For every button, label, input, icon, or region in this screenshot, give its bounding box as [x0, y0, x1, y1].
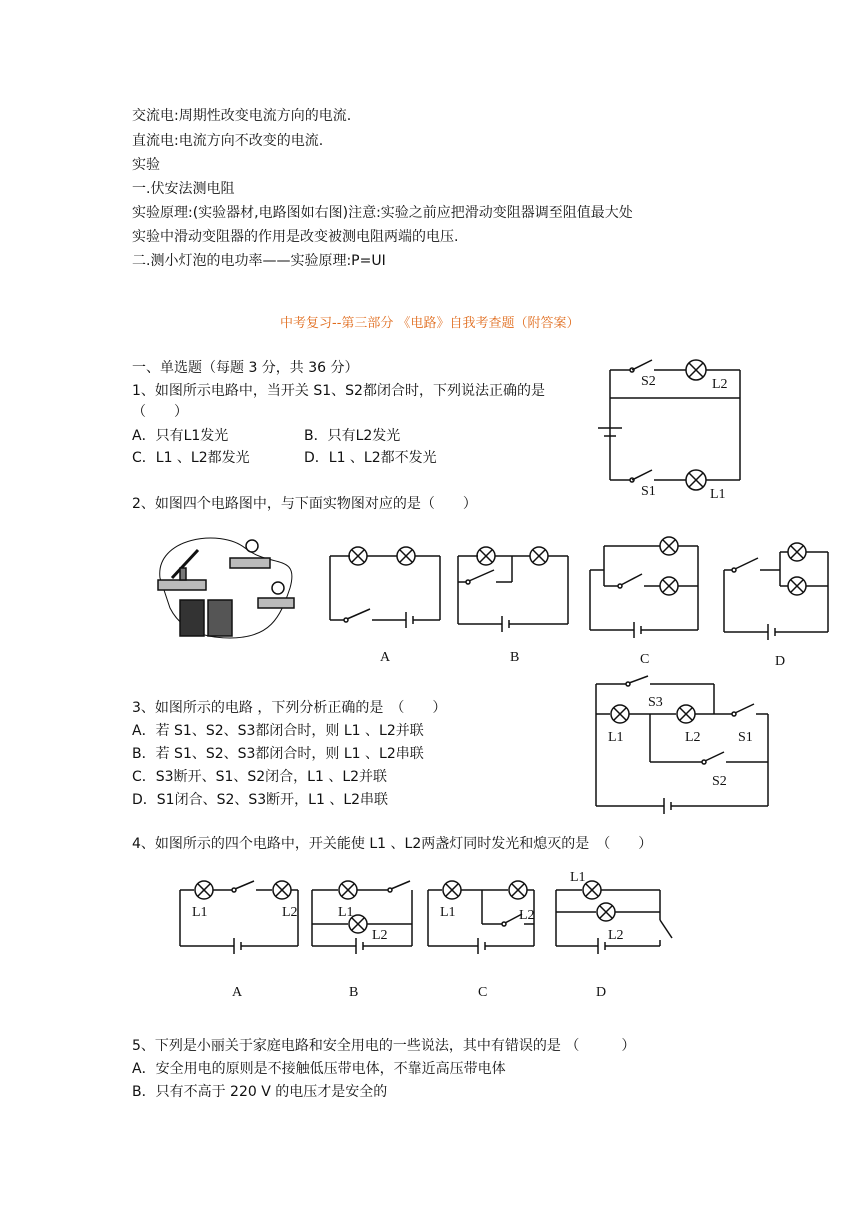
fig4-label-a: A — [232, 985, 243, 1000]
section-title: 一、单选题（每题 3 分，共 36 分） — [132, 360, 359, 376]
fig3-label-s1: S1 — [738, 730, 753, 745]
note-ac: 交流电:周期性改变电流方向的电流. — [132, 108, 352, 124]
q5-stem: 5、下列是小丽关于家庭电路和安全用电的一些说法，其中有错误的是 （ ） — [132, 1038, 636, 1054]
note-principle: 实验原理:(实验器材,电路图如右图)注意:实验之前应把滑动变阻器调至阻值最大处 — [132, 205, 633, 221]
q3-option-d: D．S1闭合、S2、S3断开，L1 、L2串联 — [132, 792, 389, 808]
fig4b-label-l2: L2 — [372, 928, 388, 943]
fig3-label-l2: L2 — [685, 730, 701, 745]
fig2-label-b: B — [510, 650, 520, 665]
fig4d-label-l1: L1 — [570, 870, 586, 885]
exam-title: 中考复习--第三部分 《电路》自我考查题（附答案） — [280, 316, 580, 331]
q5-option-a: A．安全用电的原则是不接触低压带电体，不靠近高压带电体 — [132, 1061, 506, 1077]
q1-bracket: （ ） — [132, 404, 188, 420]
fig1-label-l2: L2 — [712, 377, 728, 392]
q4-stem: 4、如图所示的四个电路中，开关能使 L1 、L2两盏灯同时发光和熄灭的是 （ ） — [132, 836, 653, 852]
q2-stem: 2、如图四个电路图中，与下面实物图对应的是（ ） — [132, 496, 477, 512]
fig4-label-b: B — [349, 985, 359, 1000]
figure-q2-option-d — [724, 534, 844, 644]
note-experiment: 实验 — [132, 157, 160, 173]
note-exp1: 一.伏安法测电阻 — [132, 181, 235, 197]
fig2-label-c: C — [640, 652, 650, 667]
fig4-label-d: D — [596, 985, 607, 1000]
fig3-label-s3: S3 — [648, 695, 663, 710]
figure-q2-physical — [150, 528, 310, 648]
fig4a-label-l2: L2 — [282, 905, 298, 920]
note-rheostat: 实验中滑动变阻器的作用是改变被测电阻两端的电压. — [132, 229, 459, 245]
q1-option-c: C．L1 、L2都发光 — [132, 450, 250, 466]
figure-q2-option-a — [330, 540, 450, 640]
q1-option-a: A．只有L1发光 — [132, 428, 229, 444]
q3-option-c: C．S3断开、S1、S2闭合，L1 、L2并联 — [132, 769, 388, 785]
fig1-label-l1: L1 — [710, 487, 726, 502]
fig1-label-s2: S2 — [641, 374, 656, 389]
fig4b-label-l1: L1 — [338, 905, 354, 920]
fig4-label-c: C — [478, 985, 488, 1000]
note-exp2: 二.测小灯泡的电功率——实验原理:P=UI — [132, 253, 386, 269]
q1-stem: 1、如图所示电路中，当开关 S1、S2都闭合时，下列说法正确的是 — [132, 383, 545, 399]
figure-q1-circuit — [590, 350, 750, 510]
fig2-label-a: A — [380, 650, 391, 665]
note-dc: 直流电:电流方向不改变的电流. — [132, 133, 324, 149]
fig1-label-s1: S1 — [641, 484, 656, 499]
fig4d-label-l2: L2 — [608, 928, 624, 943]
q5-option-b: B．只有不高于 220 V 的电压才是安全的 — [132, 1084, 388, 1100]
fig4c-label-l2: L2 — [519, 908, 535, 923]
fig3-label-s2: S2 — [712, 774, 727, 789]
figure-q2-option-b — [458, 540, 578, 640]
q1-option-d: D．L1 、L2都不发光 — [304, 450, 437, 466]
q1-option-b: B．只有L2发光 — [304, 428, 401, 444]
fig3-label-l1: L1 — [608, 730, 624, 745]
figure-q2-option-c — [590, 530, 710, 640]
q3-option-b: B．若 S1、S2、S3都闭合时，则 L1 、L2串联 — [132, 746, 424, 762]
fig4a-label-l1: L1 — [192, 905, 208, 920]
fig4c-label-l1: L1 — [440, 905, 456, 920]
q3-option-a: A．若 S1、S2、S3都闭合时，则 L1 、L2并联 — [132, 723, 424, 739]
figure-q4-option-b — [312, 880, 422, 950]
fig2-label-d: D — [775, 654, 786, 669]
q3-stem: 3、如图所示的电路 ，下列分析正确的是 （ ） — [132, 700, 447, 716]
